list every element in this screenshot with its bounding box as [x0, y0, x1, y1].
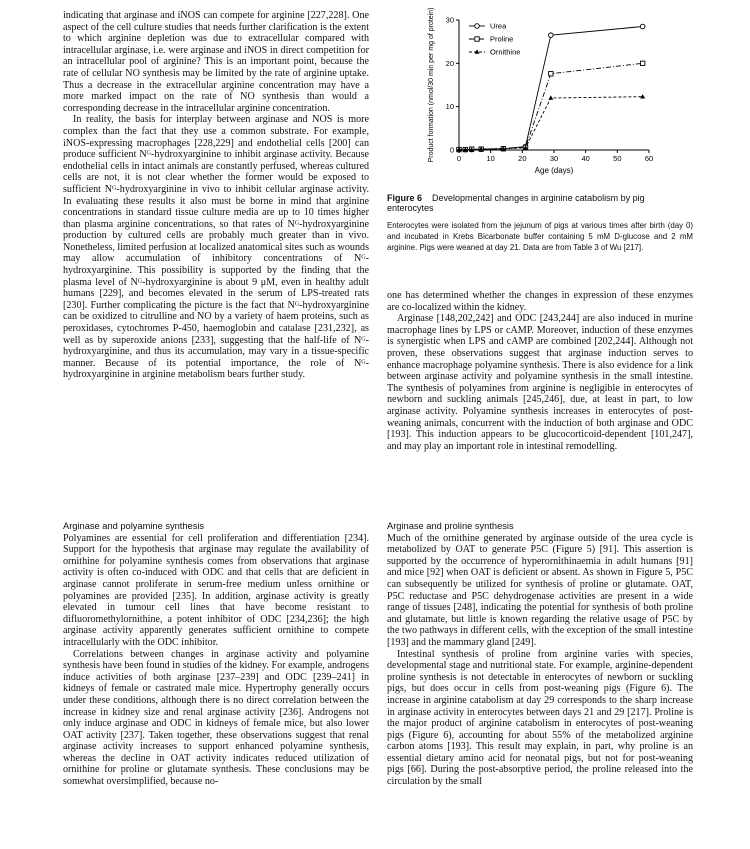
- x-tick-label: 20: [518, 154, 527, 163]
- legend-item: [469, 35, 513, 44]
- paragraph: Intestinal synthesis of proline from arginine varies with species, developmental stage and nutritional state. For example, arginine-dependent proline synthesis is not detectable in enterocytes of newborn or suckling pigs, but does occur in cells from post-weaning pigs (Figure 6). The increase in arginine catabolism at day 29 corresponds to the sharp increase in arginase activity in enterocytes between days 21 and 29 [217]. Proline is the major product of arginine catabolism in enterocytes of post-weaning pigs (Figure 6), accounting for about 55% of the metabolized arginine carbon atoms [193]. This result may explain, in part, why proline is an essential dietary amino acid for neonatal pigs, but not for post-weaning pigs [66]. During the post-absorptive period, the proline released into the circulation by the small: [387, 648, 693, 788]
- chart-series-layer: [457, 21, 645, 152]
- y-tick-label: 0: [449, 145, 454, 155]
- paragraph: Correlations between changes in arginase activity and polyamine synthesis have been found in studies of the kidney. For example, androgens induce activities of both arginase [237–239] and ODC [239–241] in kidneys of female or castrated male mice. Hypertrophy generally occurs under these conditions, although there is no direct correlation between the increase in kidney size and renal arginase activity [236]. Androgens not only induce arginase and ODC in kidneys of female mice, but also lower OAT activity [237]. Taken together, these observations suggest that renal arginase activity increases to support enhanced polyamine synthesis, whereas the decline in OAT activity indicates reduced utilization of ornithine for proline or glutamate synthesis. These conclusions may be somewhat oversimplified, because no-: [63, 648, 369, 788]
- paragraph: indicating that arginase and iNOS can compete for arginine [227,228]. One aspect of the cell culture studies that needs further clarification is the extent to which arginine depletion was due to extracellular compared with intracellular arginase, i.e. were arginase and iNOS in direct competition for an intracellular pool of arginine? This is an important point, because the rate of cellular NO synthesis may be limited by the rate of arginine uptake. Thus a decrease in the extracellular arginine concentration may have a more marked impact on the rate of NO synthesis than would a corresponding decrease in the intracellular arginine concentration.: [63, 10, 369, 114]
- paragraph: Arginase [148,202,242] and ODC [243,244] are also induced in murine macrophage lines by LPS or cAMP. Moreover, induction of these enzymes is synergistic when LPS and cAMP are combined [202,244]. Although not proven, these observations suggest that arginase induction serves to enhance macrophage polyamine synthesis. There is also evidence for a link between arginase activity and polyamine synthesis in the small intestine. The synthesis of polyamines from arginine is negligible in enterocytes of newborn and suckling animals [245,246], due, at least in part, to low arginase activity. Polyamine synthesis increases in enterocytes of post-weaning animals, concurrent with the induction of both arginase and ODC [193]. This induction appears to be glucocorticoid-dependent [101,247], and may play an important role in intestinal remodelling.: [387, 313, 693, 452]
- right-column-top: [387, 290, 693, 452]
- legend-item: [469, 22, 507, 31]
- figure-title: Developmental changes in arginine catabolism by pig enterocytes: [387, 193, 645, 213]
- chart-legend: [469, 22, 520, 57]
- figure-caption: [387, 193, 693, 253]
- x-tick-label: 40: [581, 154, 590, 163]
- section-heading: Arginase and proline synthesis: [387, 521, 514, 531]
- series-line: [459, 27, 643, 150]
- x-tick-label: 0: [456, 154, 462, 163]
- series-proline: [457, 61, 645, 152]
- legend-label: Ornithine: [490, 47, 521, 57]
- right-column-bottom: [387, 521, 693, 788]
- series-urea: [457, 21, 645, 152]
- legend-item: [469, 48, 520, 57]
- series-line: [459, 97, 643, 150]
- legend-label: Proline: [490, 34, 514, 44]
- x-tick-label: 60: [644, 154, 654, 163]
- x-tick-label: 30: [549, 154, 559, 163]
- line-chart: [387, 8, 693, 193]
- paragraph: Polyamines are essential for cell proliferation and differentiation [234]. Support for the hypothesis that arginase may regulate the availability of ornithine for polyamine synthesis comes from observations that arginase activity is often co-induced with ODC and that cells that are deficient in arginase cannot proliferate in serum-free medium unless ornithine or polyamines are provided [235]. In addition, arginase activity is greatly elevated in tumour cell lines that have become resistant to difluoromethylornithine, a potent inhibitor of ODC [234,236]; the high arginase activity apparently generates sufficient ornithine to compete intracellularly with the ODC inhibitor.: [63, 532, 369, 648]
- y-tick-label: 20: [445, 58, 454, 68]
- left-column-top: [63, 10, 369, 381]
- paragraph: one has determined whether the changes in expression of these enzymes are co-localized within the kidney.: [387, 290, 693, 313]
- section-heading: Arginase and polyamine synthesis: [63, 521, 205, 531]
- data-point: [548, 95, 553, 99]
- y-tick-label: 10: [445, 102, 454, 112]
- y-axis-label: Product formation (nmol/30 min per mg of protein): [428, 8, 435, 163]
- figure-label: Figure 6: [387, 193, 423, 203]
- figure-6-chart: [387, 8, 693, 208]
- figure-caption-text: Enterocytes were isolated from the jejunum of pigs at various times after birth (day 0) and incubated in Krebs Bicarbonate buffer containing 5 mM D-glucose and 2 mM arginine. Pigs were weaned at day 21. Data are from Table 3 of Wu [217].: [387, 221, 693, 252]
- x-tick-label: 10: [486, 154, 495, 163]
- x-axis-label: Age (days): [534, 166, 574, 175]
- series-ornithine: [457, 94, 645, 151]
- legend-label: Urea: [490, 21, 507, 31]
- x-tick-label: 50: [613, 154, 622, 163]
- figure-title-line: [387, 193, 693, 213]
- left-column-bottom: [63, 521, 369, 788]
- data-point: [640, 61, 644, 65]
- data-point: [475, 37, 479, 41]
- data-point: [640, 24, 645, 29]
- data-point: [549, 72, 553, 76]
- paragraph: In reality, the basis for interplay between arginase and NOS is more complex than the fact that they use a common substrate. For example, iNOS-expressing macrophages [228,229] and endothelial cells [200] can produce sufficient Nᴳ-hydroxyarginine to inhibit arginase activity. Because endothelial cells in intact animals are constantly perfused, whereas cultured cells are not, it is not clear whether the former would be exposed to sufficient Nᴳ-hydroxyarginine in vivo to inhibit cellular arginase activity. In evaluating these results it also must be borne in mind that arginine concentrations in standard tissue culture media are up to 10 times higher than plasma arginine concentrations, so that rates of Nᴳ-hydroxyarginine production by cultured cells are probably much greater than in vivo. Nonetheless, limited perfusion at localized anatomical sites such as wounds may allow accumulation of inhibitory concentrations of Nᴳ-hydroxyarginine. This possibility is supported by the finding that the plasma level of Nᴳ-hydroxyarginine is about 9 μM, even in healthy adult humans [229], and becomes elevated in the serum of LPS-treated rats [230]. Further complicating the picture is the fact that Nᴳ-hydroxyarginine can be oxidized to citrulline and NO by a variety of haem proteins, such as peroxidases, cytochromes P-450, haemoglobin and catalase [231,232], as well as by superoxide anions [233], suggesting that the half-life of Nᴳ-hydroxyarginine, and thus its accumulation, may vary in a tissue-specific manner. Because of its potential importance, the role of Nᴳ-hydroxyarginine in arginine metabolism bears further study.: [63, 114, 369, 381]
- y-tick-label: 30: [445, 15, 454, 25]
- paragraph: Much of the ornithine generated by arginase outside of the urea cycle is metabolized by OAT to generate P5C (Figure 5) [91]. This assertion is supported by the occurrence of hyperornithinaemia in adult humans [91] and mice [92] when OAT is deficient or absent. As shown in Figure 5, P5C can subsequently be utilized for synthesis of proline or glutamate. OAT, P5C reductase and P5C dehydrogenase activities are present in a wide range of tissues [248], indicating the potential for synthesis of both proline and glutamate, but little is known regarding the relative usage of P5C by the two pathways in different cells, with the exception of the small intestine [193] and the mammary gland [249].: [387, 532, 693, 648]
- data-point: [549, 33, 554, 38]
- data-point: [475, 24, 480, 29]
